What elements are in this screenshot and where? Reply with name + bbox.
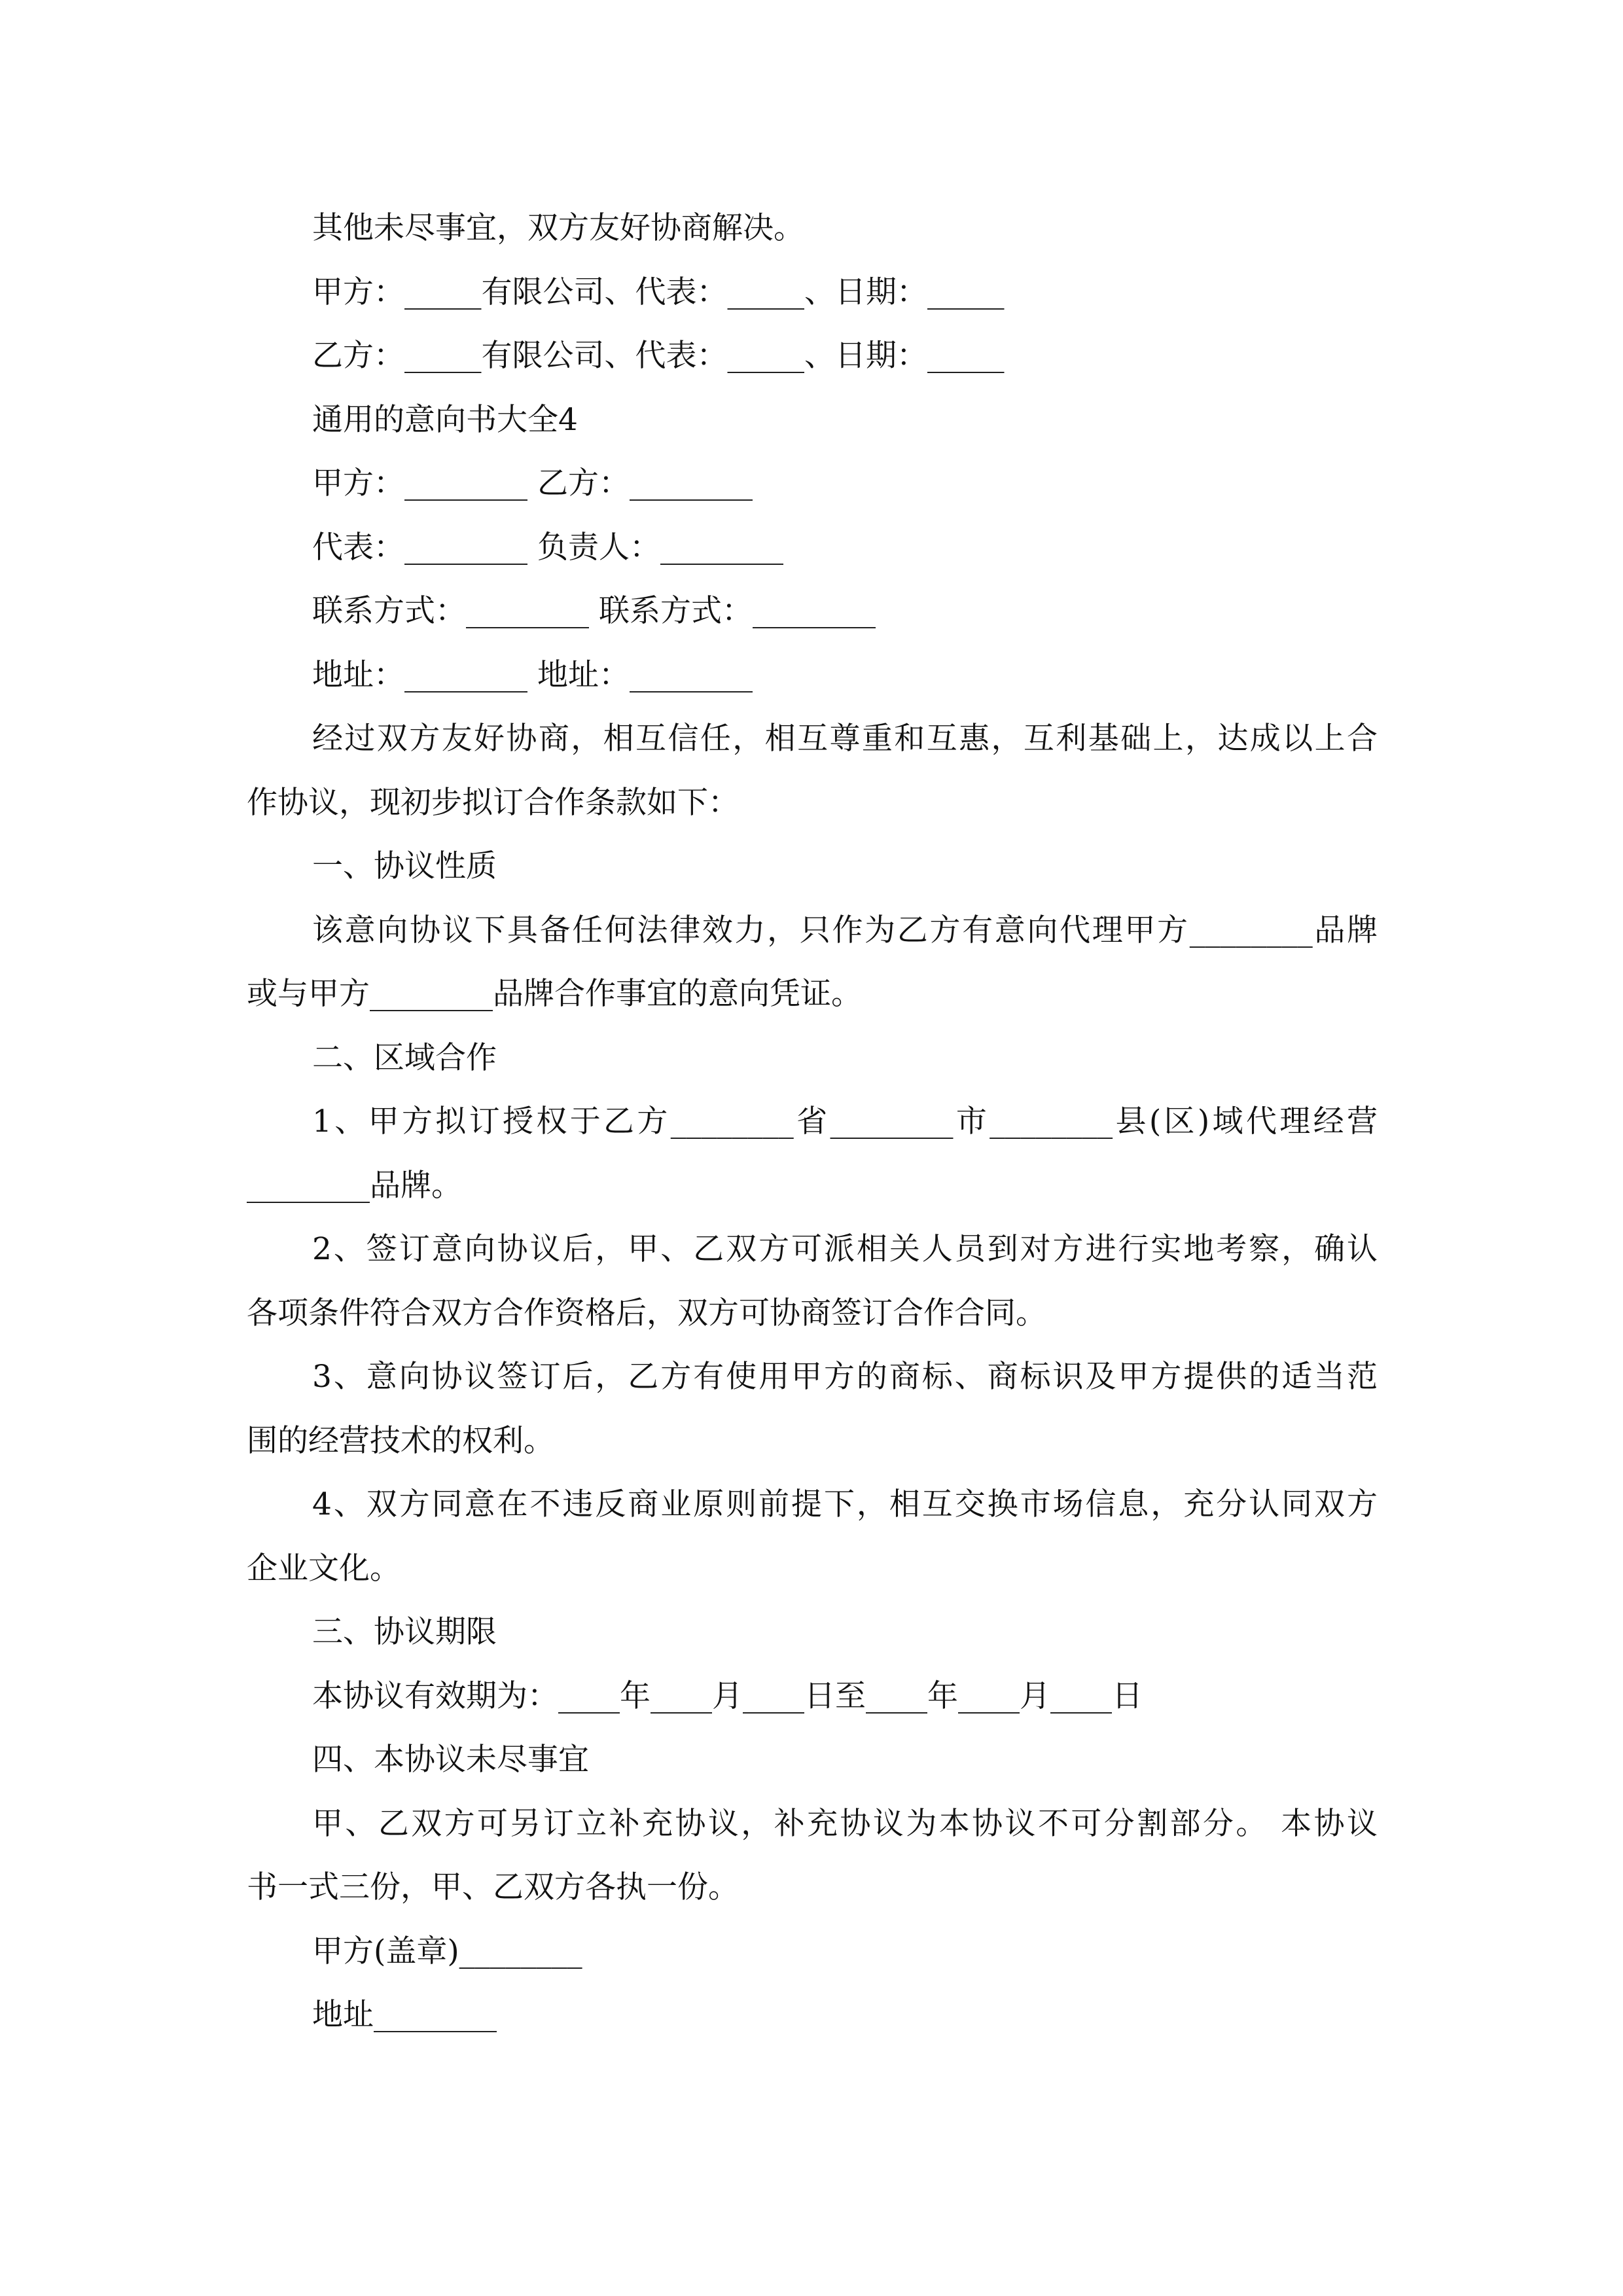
text-line: 地址________ <box>312 1997 497 2033</box>
text-line: 二、区域合作 <box>312 1039 497 1076</box>
text-line: 联系方式：________ 联系方式：________ <box>312 593 876 629</box>
text-line: 作协议，现初步拟订合作条款如下： <box>247 784 739 821</box>
text-line: 4、双方同意在不违反商业原则前提下，相互交换市场信息，充分认同双方 <box>312 1486 1378 1522</box>
document-body <box>247 196 1378 2047</box>
text-line: 乙方：_____有限公司、代表：_____、日期：_____ <box>312 338 1005 374</box>
text-line: 经过双方友好协商，相互信任，相互尊重和互惠，互利基础上，达成以上合 <box>312 721 1378 757</box>
text-line: 1、甲方拟订授权于乙方________省________市________县(区)域代理经营 <box>312 1103 1378 1139</box>
text-line: 甲方：________ 乙方：________ <box>312 465 753 501</box>
text-line: 甲方(盖章)________ <box>312 1933 582 1969</box>
text-line: 各项条件符合双方合作资格后，双方可协商签订合作合同。 <box>247 1295 1046 1331</box>
text-line: 围的经营技术的权利。 <box>247 1422 554 1459</box>
text-line: 3、意向协议签订后，乙方有使用甲方的商标、商标识及甲方提供的适当范 <box>312 1359 1378 1395</box>
text-line: 地址：________ 地址：________ <box>312 656 753 693</box>
text-line: 2、签订意向协议后，甲、乙双方可派相关人员到对方进行实地考察，确认 <box>312 1231 1378 1267</box>
text-line: 该意向协议下具备任何法律效力，只作为乙方有意向代理甲方________品牌 <box>312 912 1378 948</box>
text-line: 甲、乙双方可另订立补充协议，补充协议为本协议不可分割部分。 本协议 <box>312 1805 1378 1842</box>
text-line: 四、本协议未尽事宜 <box>312 1742 589 1778</box>
text-line: 通用的意向书大全4 <box>312 401 578 438</box>
text-line: 本协议有效期为：____年____月____日至____年____月____日 <box>312 1677 1143 1714</box>
text-line: 书一式三份，甲、乙双方各执一份。 <box>247 1869 739 1905</box>
text-line: ________品牌。 <box>247 1167 462 1204</box>
text-line: 代表：________ 负责人：________ <box>312 529 783 565</box>
text-line: 其他未尽事宜，双方友好协商解决。 <box>312 210 804 246</box>
text-line: 甲方：_____有限公司、代表：_____、日期：_____ <box>312 274 1005 310</box>
text-line: 或与甲方________品牌合作事宜的意向凭证。 <box>247 976 862 1012</box>
text-line: 一、协议性质 <box>312 848 497 884</box>
text-line: 三、协议期限 <box>312 1614 497 1650</box>
text-line: 企业文化。 <box>247 1550 401 1587</box>
